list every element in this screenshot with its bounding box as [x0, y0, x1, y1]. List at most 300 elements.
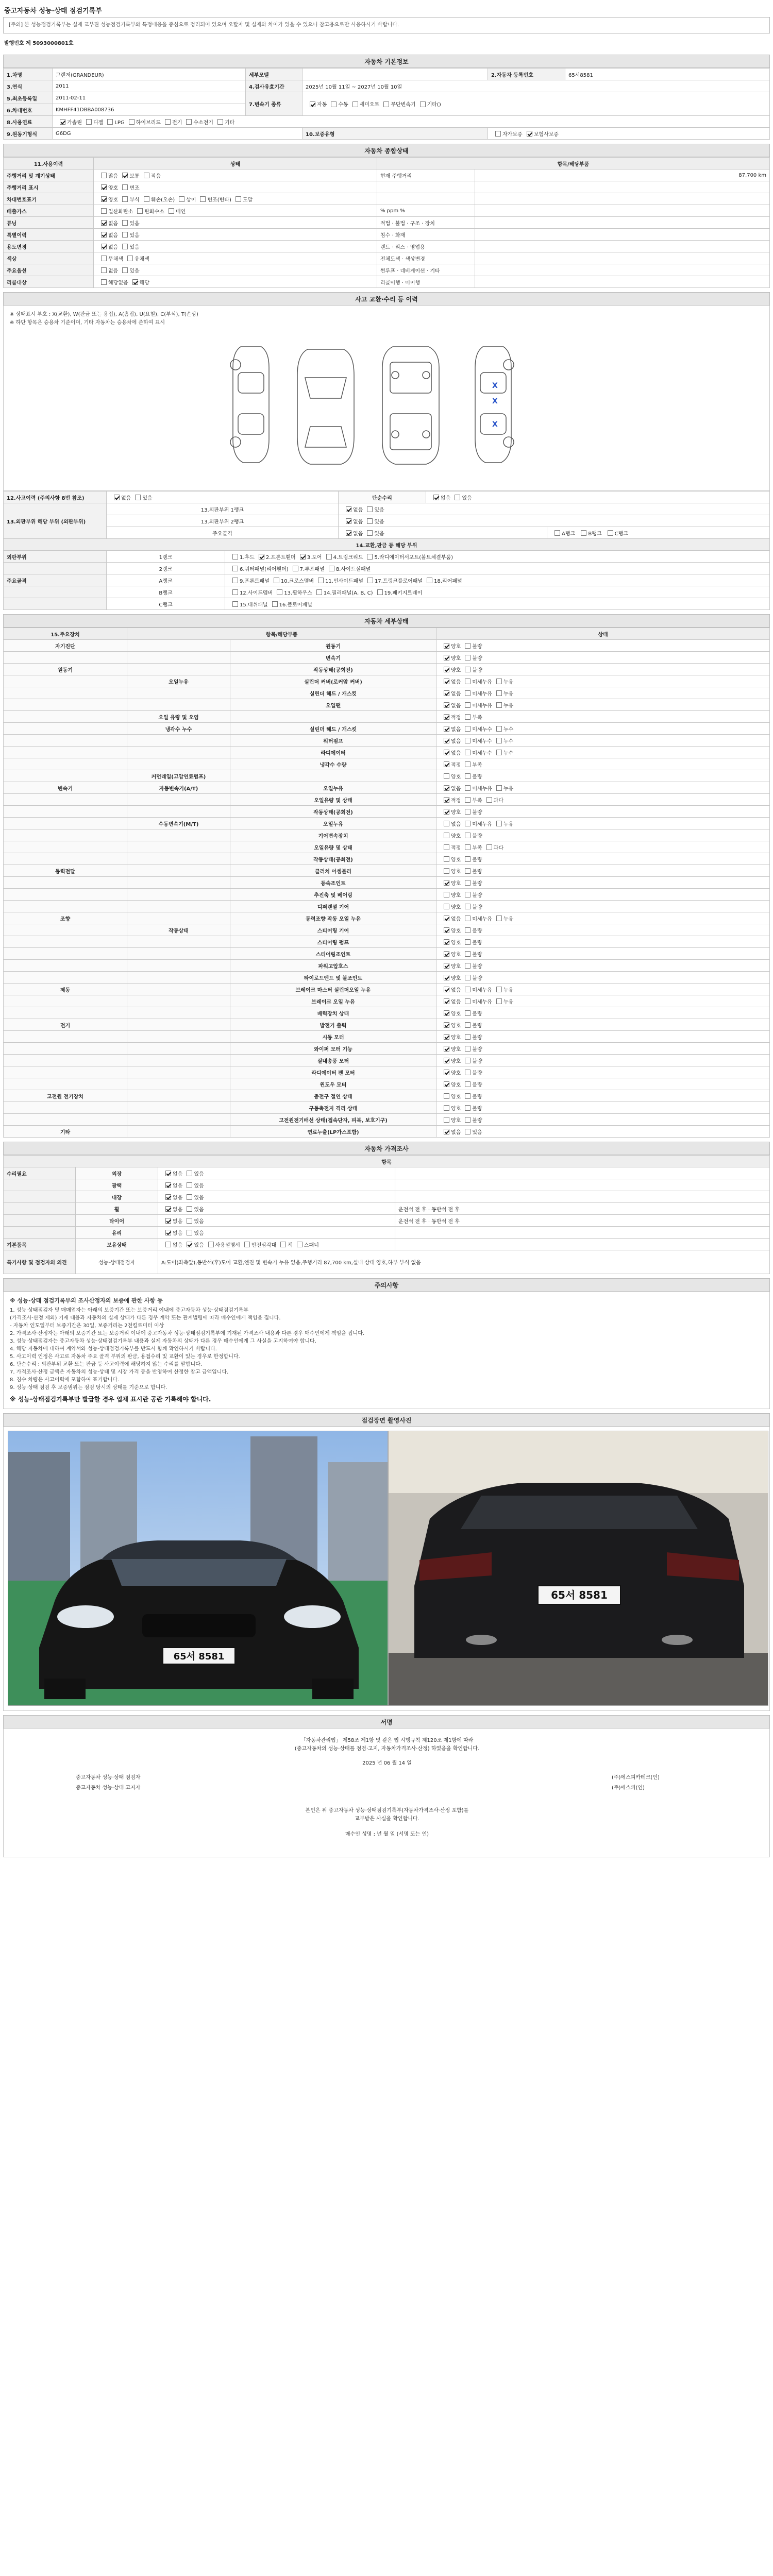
checkbox	[465, 856, 470, 862]
checkbox	[272, 601, 278, 607]
checkbox	[444, 1129, 449, 1134]
detail-row: 작동상태 스티어링 기어 양호 불량	[4, 924, 770, 936]
parts-row: B랭크 12.사이드멤버 13.휠하우스 14.필러패널(A, B, C) 19.패키지트레이	[4, 586, 770, 598]
checkbox	[352, 101, 358, 107]
detail-row: 오일유량 및 상태 적정 부족 과다	[4, 841, 770, 853]
checkbox	[101, 208, 107, 214]
general-row: 튜닝 없음 있음 적법 · 불법 · 구조 · 장치	[4, 217, 770, 229]
checkbox	[444, 714, 449, 720]
checkbox	[444, 1117, 449, 1123]
detail-row: 오일누유 실린더 커버(로커암 커버) 없음 미세누유 누유	[4, 675, 770, 687]
checkbox	[444, 679, 449, 684]
notes-bottom: ※ 성능·상태점검기록부만 발급할 경우 업체 표시란 공란 기록해야 합니다.	[10, 1396, 211, 1403]
section-detail: 자동차 세부상태	[3, 614, 770, 628]
checkbox	[444, 951, 449, 957]
price-table	[3, 1155, 770, 1274]
accident-table	[3, 491, 770, 610]
photo-front	[8, 1431, 388, 1706]
checkbox	[465, 761, 470, 767]
detail-row: 오일유량 및 상태 적정 부족 과다	[4, 794, 770, 806]
general-head-3: 항목/해당부품	[377, 158, 770, 170]
parts-row: 외판부위 1랭크 1.후드 2.프론트휀더 3.도어 4.트렁크리드 5.라디에이터서포트(볼트체결부품)	[4, 551, 770, 563]
checkbox	[496, 738, 502, 743]
checkbox	[444, 821, 449, 826]
detail-row: 오일 유량 및 오염 적정 부족	[4, 711, 770, 723]
checkbox	[101, 256, 107, 261]
general-row: 리콜대상 해당없음 해당 리콜이행 · 미이행	[4, 276, 770, 288]
general-row: 주행거리 표시 양호 변조	[4, 181, 770, 193]
checkbox	[217, 119, 223, 125]
checkbox	[465, 821, 470, 826]
checkbox	[179, 196, 184, 202]
checkbox	[200, 196, 206, 202]
checkbox	[444, 892, 449, 897]
checkbox	[444, 1093, 449, 1099]
checkbox	[496, 987, 502, 992]
checkbox	[377, 589, 383, 595]
general-head-2: 상태	[94, 158, 377, 170]
checkbox	[465, 916, 470, 921]
checkbox	[367, 518, 373, 524]
checkbox	[465, 1129, 470, 1134]
checkbox	[187, 1218, 192, 1224]
checkbox	[169, 208, 174, 214]
checkbox	[465, 1022, 470, 1028]
checkbox	[465, 927, 470, 933]
detail-row: 제동 브레이크 마스터 실린더오일 누유 없음 미세누유 누유	[4, 984, 770, 995]
label-sub-model: 세부모델	[246, 69, 303, 80]
detail-row: 디퍼렌셜 기어 양호 불량	[4, 901, 770, 912]
checkbox	[465, 892, 470, 897]
checkbox	[444, 667, 449, 672]
checkbox	[144, 173, 149, 178]
checkbox	[465, 868, 470, 874]
price-row: 유리 없음 있음	[4, 1227, 770, 1239]
checkbox	[444, 844, 449, 850]
checkbox	[455, 495, 460, 500]
checkbox	[444, 1058, 449, 1063]
checkbox	[465, 809, 470, 815]
note-line: 1. 성능·상태점검자 및 매매업자는 아래의 보증기간 또는 보증거리 이내에 중고자동차 성능·상태점검기록부	[10, 1308, 249, 1313]
checkbox	[122, 267, 128, 273]
checkbox	[316, 589, 322, 595]
detail-row: 수동변속기(M/T) 오일누유 없음 미세누유 누유	[4, 818, 770, 829]
checkbox	[293, 566, 298, 571]
checkbox	[187, 1242, 192, 1247]
checkbox	[232, 589, 238, 595]
detail-row: 와이퍼 모터 기능 양호 불량	[4, 1043, 770, 1055]
label-warranty: 10.보증유형	[303, 128, 488, 140]
checkbox	[101, 173, 107, 178]
checkbox	[496, 679, 502, 684]
note-line: 7. 가격조사·산정 금액은 자동차의 성능·상태 및 시장 가격 등을 반영하여 산정한 참고 금액입니다.	[10, 1369, 229, 1375]
detail-row: 동력전달 클러치 어셈블리 양호 불량	[4, 865, 770, 877]
checkbox	[444, 987, 449, 992]
note-line: 6. 단순수리 : 외판부위 교환 또는 판금 등 사고이력에 해당하지 않는 수리를 말합니다.	[10, 1362, 203, 1367]
checkbox	[444, 880, 449, 886]
value-first-reg: 2011-02-11	[53, 92, 246, 104]
detail-row: 변속기 양호 불량	[4, 652, 770, 664]
checkbox	[465, 939, 470, 945]
checkbox	[465, 833, 470, 838]
checkbox	[496, 750, 502, 755]
checkbox	[165, 1171, 171, 1176]
value-vin: KMHFF41DBBA008736	[53, 104, 246, 116]
general-row: 용도변경 없음 있음 렌트 · 리스 · 영업용	[4, 241, 770, 252]
checkbox	[465, 951, 470, 957]
checkbox	[122, 232, 128, 238]
rank-1-options: 없음 있음	[339, 503, 770, 515]
label-plate: 2.자동차 등록번호	[488, 69, 565, 80]
checkbox	[444, 809, 449, 815]
checkbox	[444, 690, 449, 696]
notice-box: [주의] 본 성능점검기록부는 실제 교부된 성능점검기록부와 특정내용을 중심으로 정리되어 있으며 오탈자 및 실제와 차이가 있을 수 있으니 참고용으로만 사용하시기 바랍니다.	[3, 17, 770, 33]
detail-row: 기타 연료누출(LP가스포함) 없음 있음	[4, 1126, 770, 1138]
photo-rear	[388, 1431, 768, 1706]
checkbox	[367, 506, 373, 512]
checkbox	[187, 1230, 192, 1235]
checkbox	[465, 987, 470, 992]
checkbox	[527, 131, 532, 137]
transmission-options: 자동 수동 세미오토 무단변속기 기타()	[303, 92, 770, 116]
checkbox	[101, 232, 107, 238]
note-line: 9. 성능·상태 점검 후 보증범위는 점검 당시의 상태를 기준으로 합니다.	[10, 1385, 167, 1391]
detail-row: 조향 동력조향 작동 오일 누유 없음 미세누유 누유	[4, 912, 770, 924]
checkbox	[208, 1242, 214, 1247]
detail-row: 파워고압호스 양호 불량	[4, 960, 770, 972]
checkbox	[465, 726, 470, 732]
checkbox	[465, 655, 470, 660]
legend-line-2: ※ 하단 항목은 승용차 기준이며, 기타 자동차는 승용차에 준하여 표시	[10, 320, 165, 326]
label-rank-1: 13.외판부위 1랭크	[107, 503, 339, 515]
detail-row: 실린더 헤드 / 개스킷 없음 미세누유 누유	[4, 687, 770, 699]
detail-row: 변속기 자동변속기(A/T) 오일누유 없음 미세누유 누유	[4, 782, 770, 794]
checkbox	[101, 279, 107, 285]
label-transmission: 7.변속기 종류	[246, 92, 303, 116]
checkbox	[186, 119, 192, 125]
checkbox	[310, 101, 315, 107]
checkbox	[132, 279, 138, 285]
checkbox	[444, 963, 449, 969]
checkbox	[465, 773, 470, 779]
price-row: 광택 없음 있음	[4, 1179, 770, 1191]
checkbox	[444, 738, 449, 743]
note-line: (가격조사·산정 제외) 기재 내용과 자동차의 실제 상태가 다른 경우 계약 또는 관계법령에 따라 매수인에게 책임을 집니다.	[10, 1315, 281, 1321]
checkbox	[331, 101, 337, 107]
general-row: 특별이력 없음 있음 침수 · 화재	[4, 229, 770, 241]
checkbox	[367, 554, 373, 560]
checkbox	[122, 220, 128, 226]
detail-row: 고전원전기배선 상태(접속단자, 피복, 보호기구) 양호 불량	[4, 1114, 770, 1126]
checkbox	[244, 1242, 250, 1247]
checkbox	[346, 530, 351, 536]
checkbox	[496, 916, 502, 921]
checkbox	[300, 554, 306, 560]
label-valid-period: 4.검사유효기간	[246, 80, 303, 92]
checkbox	[165, 1182, 171, 1188]
label-first-reg: 5.최초등록일	[4, 92, 53, 104]
checkbox	[318, 578, 324, 583]
checkbox	[114, 495, 120, 500]
label-rank-2: 13.외판부위 2랭크	[107, 515, 339, 527]
checkbox	[444, 655, 449, 660]
general-head-1: 11.사용이력	[4, 158, 94, 170]
sign-statement: 「자동차관리법」 제58조 제1항 및 같은 법 시행규칙 제120조 제1항에 따라	[300, 1738, 474, 1743]
checkbox	[165, 1218, 171, 1224]
checkbox	[187, 1194, 192, 1200]
general-row: 배출가스 일산화탄소 탄화수소 매연 % ppm %	[4, 205, 770, 217]
checkbox	[122, 173, 128, 178]
damage-mark-3: X	[492, 420, 498, 429]
detail-row: 냉각수 수량 적정 부족	[4, 758, 770, 770]
checkbox	[122, 244, 128, 249]
checkbox	[60, 119, 65, 125]
checkbox	[259, 554, 264, 560]
checkbox	[444, 761, 449, 767]
checkbox	[465, 667, 470, 672]
price-head: 항목	[4, 1156, 770, 1167]
general-state-table	[3, 157, 770, 288]
detail-row: 시동 모터 양호 불량	[4, 1031, 770, 1043]
checkbox	[444, 785, 449, 791]
parts-row: 2랭크 6.쿼터패널(리어휀더) 7.루프패널 8.사이드실패널	[4, 563, 770, 574]
legend-line-1: ※ 상태표시 부호 : X(교환), W(판금 또는 용접), A(흠집), U(요철), C(부식), T(손상)	[10, 312, 198, 317]
checkbox	[465, 785, 470, 791]
detail-row: 라디에이터 팬 모터 양호 불량	[4, 1066, 770, 1078]
plate-front-text: 65서 8581	[173, 1651, 225, 1662]
detail-head-1: 15.주요장치	[4, 628, 127, 640]
section-general: 자동차 종합상태	[3, 144, 770, 157]
detail-row: 작동상태(공회전) 양호 불량	[4, 806, 770, 818]
detail-row: 윈도우 모터 양호 불량	[4, 1078, 770, 1090]
parts-row: 주요골격 A랭크 9.프론트패널 10.크로스멤버 11.인사이드패널 17.트렁크플로어패널 18.리어패널	[4, 574, 770, 586]
note-line: 4. 해당 자동차에 대하여 계약서와 성능·상태점검기록부를 반드시 함께 확인하시기 바랍니다.	[10, 1346, 217, 1352]
note-line: 3. 성능·상태점검자는 중고자동차 성능·상태점검기록부 내용과 실제 자동차의 상태가 다른 경우 매수인에게 그 사실을 고지하여야 합니다.	[10, 1338, 316, 1344]
sign-statement-2: (중고자동차의 성능·상태를 점검·고지, 자동차가격조사·산정) 하였음을 확인합니다.	[294, 1746, 480, 1752]
sign-area	[3, 1728, 770, 1857]
checkbox	[107, 119, 113, 125]
section-sign: 서명	[3, 1715, 770, 1728]
checkbox	[496, 690, 502, 696]
checkbox	[444, 726, 449, 732]
label-engine-type: 9.원동기형식	[4, 128, 53, 140]
detail-state-table	[3, 628, 770, 1138]
sign-notifier-value: (주)에스피(인)	[612, 1785, 645, 1791]
checkbox	[444, 1105, 449, 1111]
checkbox	[496, 998, 502, 1004]
checkbox	[326, 554, 332, 560]
checkbox	[465, 904, 470, 909]
checkbox	[465, 998, 470, 1004]
doc-title: 중고자동차 성능·상태 점검기록부	[4, 7, 102, 15]
section-basic-info: 자동차 기본정보	[3, 55, 770, 68]
checkbox	[495, 131, 501, 137]
value-car-name: 그랜저(GRANDEUR)	[53, 69, 246, 80]
detail-row: 전기 발전기 출력 양호 불량	[4, 1019, 770, 1031]
checkbox	[465, 750, 470, 755]
checkbox	[420, 101, 426, 107]
value-plate: 65서8581	[565, 69, 770, 80]
detail-row: 배력장치 상태 양호 불량	[4, 1007, 770, 1019]
checkbox	[444, 1010, 449, 1016]
detail-row: 스티어링조인트 양호 불량	[4, 948, 770, 960]
notes-heading: ※ 성능·상태 점검기록부의 조사산정자의 보증에 관한 사항 등	[10, 1297, 163, 1304]
checkbox	[444, 702, 449, 708]
note-line: 5. 사고이력 인정은 사고로 자동차 주요 골격 부위의 판금, 용접수리 및 교환이 있는 경우로 한정합니다.	[10, 1354, 240, 1360]
price-row: 휠 없음 있음 운전석 전 후 · 동반석 전 후	[4, 1203, 770, 1215]
note-line: - 자동차 인도일부터 보증기간은 30일, 보증거리는 2천킬로미터 이상	[10, 1323, 164, 1329]
simple-repair-options: 없음 있음	[426, 492, 770, 503]
label-opinion-sub: 성능·상태점검자	[76, 1250, 158, 1274]
checkbox	[367, 530, 373, 536]
checkbox	[427, 578, 432, 583]
basic-info-table	[3, 68, 770, 140]
checkbox	[86, 119, 92, 125]
detail-row: 커먼레일(고압연료펌프) 양호 불량	[4, 770, 770, 782]
main-frame-options: 없음 있음	[339, 527, 547, 539]
value-opinion: A:도어(좌측앞),동반석(후)도어 교환,엔진 및 변속기 누유 없음,주행거리 87,700 km,실내 상태 양호,하부 부식 없음	[158, 1250, 770, 1274]
checkbox	[187, 1171, 192, 1176]
checkbox	[232, 554, 238, 560]
price-row: 내장 없음 있음	[4, 1191, 770, 1203]
checkbox	[465, 963, 470, 969]
sign-receipt-2: 교부받은 사실을 확인합니다.	[355, 1816, 419, 1822]
checkbox	[465, 714, 470, 720]
detail-head-2: 항목/해당부품	[127, 628, 436, 640]
inspection-document	[3, 3, 770, 1857]
checkbox	[280, 1242, 286, 1247]
checkbox	[187, 1206, 192, 1212]
fuel-options: 가솔린 디젤 LPG 하이브리드 전기 수소전기 기타	[53, 116, 770, 128]
doc-number: 발행번호 제 5093000801호	[4, 41, 74, 46]
sign-date: 2025 년 06 월 14 일	[362, 1760, 412, 1766]
checkbox	[444, 939, 449, 945]
checkbox	[444, 927, 449, 933]
checkbox	[101, 220, 107, 226]
note-line: 8. 침수 차량은 사고이력에 포함하여 표기합니다.	[10, 1377, 120, 1383]
checkbox	[496, 726, 502, 732]
checkbox	[444, 916, 449, 921]
checkbox	[367, 578, 373, 583]
checkbox	[444, 773, 449, 779]
diagram-legend	[10, 311, 198, 327]
checkbox	[135, 495, 141, 500]
checkbox	[465, 880, 470, 886]
label-accident-history: 12.사고이력 (주의사항 8번 참조)	[4, 492, 107, 503]
checkbox	[444, 856, 449, 862]
checkbox	[101, 184, 107, 190]
label-main-frame: 주요골격	[107, 527, 339, 539]
price-row: 수리필요 외장 없음 있음	[4, 1167, 770, 1179]
checkbox	[486, 844, 492, 850]
checkbox	[165, 1242, 171, 1247]
checkbox	[101, 244, 107, 249]
checkbox	[165, 1194, 171, 1200]
section-notes: 주의사항	[3, 1278, 770, 1292]
detail-row: 스티어링 펌프 양호 불량	[4, 936, 770, 948]
checkbox	[465, 690, 470, 696]
checkbox	[444, 833, 449, 838]
general-row: 차대번호표기 양호 부식 훼손(오손) 상이 변조(변타) 도말	[4, 193, 770, 205]
checkbox	[465, 702, 470, 708]
checkbox	[444, 1022, 449, 1028]
checkbox	[444, 998, 449, 1004]
car-diagram-area	[3, 306, 770, 491]
checkbox	[165, 1230, 171, 1235]
note-line: 2. 가격조사·산정자는 아래의 보증기간 또는 보증거리 이내에 중고자동차 성능·상태점검기록부에 기재된 가격조사 내용과 다른 경우 매수인에게 책임을 집니다.	[10, 1331, 365, 1336]
checkbox	[496, 821, 502, 826]
label-opinion: 특기사항 및 점검자의 의견	[4, 1250, 76, 1274]
accident-history-options: 없음 있음	[107, 492, 339, 503]
general-row: 주요옵션 없음 있음 썬루프 · 네비게이션 · 기타	[4, 264, 770, 276]
checkbox	[187, 1182, 192, 1188]
checkbox	[122, 196, 128, 202]
checkbox	[444, 643, 449, 649]
label-exchange-parts: 14.교환,판금 등 해당 부위	[4, 539, 770, 551]
general-row: 색상 무채색 유채색 전체도색 · 색상변경	[4, 252, 770, 264]
section-price: 자동차 가격조사	[3, 1142, 770, 1155]
checkbox	[496, 785, 502, 791]
checkbox	[465, 844, 470, 850]
value-valid-period: 2025년 10월 11일 ~ 2027년 10월 10일	[303, 80, 770, 92]
notes-area	[3, 1292, 770, 1409]
label-exterior-rank: 13.외판부위 해당 부위 (외판부위)	[4, 503, 107, 539]
detail-row: 라디에이터 없음 미세누수 누수	[4, 747, 770, 758]
checkbox	[465, 1046, 470, 1052]
checkbox	[274, 578, 279, 583]
parts-row: C랭크 15.대쉬패널 16.플로어패널	[4, 598, 770, 610]
checkbox	[129, 119, 135, 125]
checkbox	[465, 1117, 470, 1123]
checkbox	[346, 506, 351, 512]
value-engine-type: G6DG	[53, 128, 303, 140]
checkbox	[444, 1034, 449, 1040]
checkbox	[486, 797, 492, 803]
checkbox	[165, 1206, 171, 1212]
detail-row: 냉각수 누수 실린더 헤드 / 개스킷 없음 미세누수 누수	[4, 723, 770, 735]
checkbox	[144, 196, 149, 202]
sign-inspector-label: 중고자동차 성능·상태 점검자	[76, 1775, 141, 1781]
checkbox	[465, 1058, 470, 1063]
checkbox	[127, 256, 133, 261]
checkbox	[444, 1070, 449, 1075]
checkbox	[444, 904, 449, 909]
detail-row: 자기진단 원동기 양호 불량	[4, 640, 770, 652]
checkbox	[329, 566, 334, 571]
checkbox	[165, 119, 171, 125]
detail-row: 고전원 전기장치 충전구 절연 상태 양호 불량	[4, 1090, 770, 1102]
checkbox	[496, 702, 502, 708]
checkbox	[122, 184, 128, 190]
checkbox	[346, 518, 351, 524]
price-row: 기본품목 보유상태 없음 있음 사용설명서 안전삼각대 잭 스패너	[4, 1239, 770, 1250]
checkbox	[433, 495, 439, 500]
sign-inspector-value: (주)에스피카테크(인)	[612, 1775, 660, 1781]
detail-row: 원동기 작동상태(공회전) 양호 불량	[4, 664, 770, 675]
detail-head-3: 상태	[436, 628, 770, 640]
checkbox	[465, 1105, 470, 1111]
checkbox	[465, 797, 470, 803]
checkbox	[465, 643, 470, 649]
checkbox	[465, 1070, 470, 1075]
warranty-options: 자가보증 보험사보증	[488, 128, 770, 140]
label-simple-repair: 단순수리	[339, 492, 426, 503]
checkbox	[465, 1081, 470, 1087]
car-outline-diagram	[220, 336, 560, 470]
sign-receipt: 본인은 위 중고자동차 성능·상태점검기록부(자동차가격조사·산정 포함)를	[305, 1808, 469, 1814]
detail-row: 오일팬 없음 미세누유 누유	[4, 699, 770, 711]
checkbox	[101, 196, 107, 202]
